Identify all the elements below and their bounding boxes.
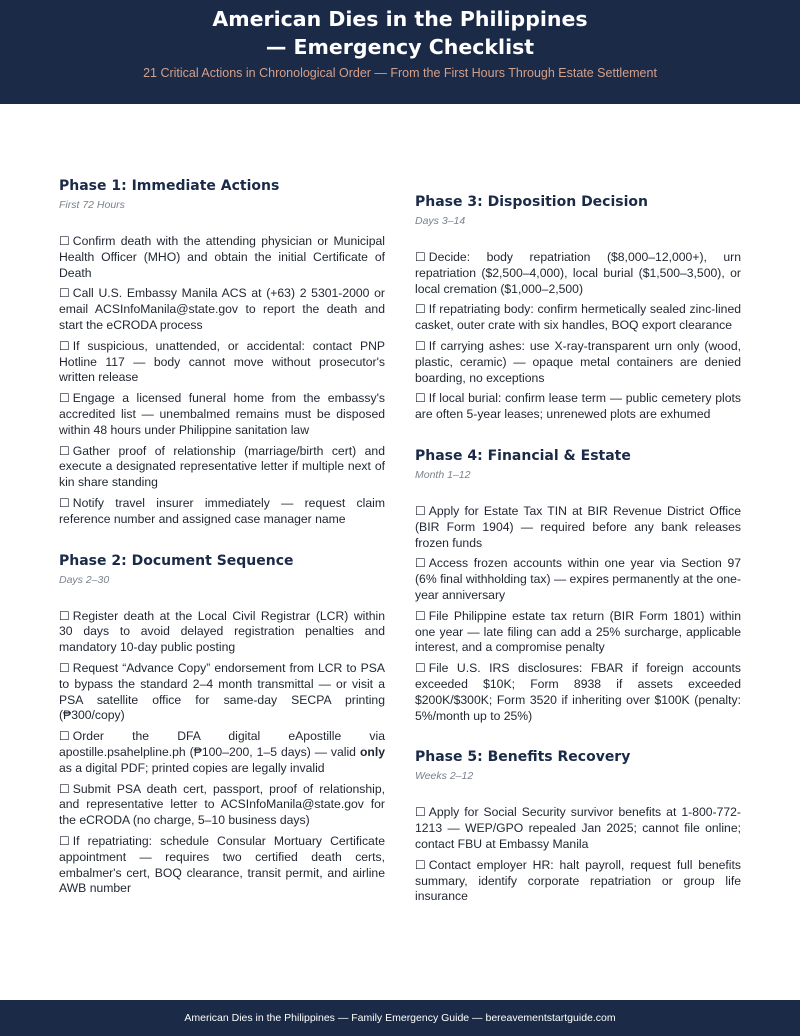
checkbox-icon[interactable]: ☐	[415, 661, 426, 676]
phase-5-section	[415, 748, 741, 905]
phase-title: Phase 3: Disposition Decision	[415, 194, 648, 210]
checklist-item[interactable]	[415, 339, 741, 386]
footer-text: American Dies in the Philippines — Family Emergency Guide — bereavementstartguide.com	[184, 1012, 616, 1024]
page-subtitle: 21 Critical Actions in Chronological Order — From the First Hours Through Estate Settlement	[143, 66, 657, 80]
checklist-item-text: Engage a licensed funeral home from the embassy's accredited list — unembalmed remains must be disposed within 48 hours under Philippine sanitation law	[59, 391, 385, 437]
phase-title: Phase 4: Financial & Estate	[415, 447, 631, 464]
checklist-item-text: Call U.S. Embassy Manila ACS at (+63) 2 5301-2000 or email ACSInfoManila@state.gov to report the death and start the eCRODA process	[59, 286, 385, 332]
checklist-item[interactable]	[415, 250, 741, 297]
phase-title: Phase 1: Immediate Actions	[59, 178, 280, 194]
page-footer	[0, 1000, 800, 1036]
checkbox-icon[interactable]: ☐	[415, 338, 426, 353]
checklist-item[interactable]	[415, 556, 741, 603]
checkbox-icon[interactable]: ☐	[59, 660, 70, 675]
checkbox-icon[interactable]: ☐	[415, 391, 426, 406]
checklist-item[interactable]	[59, 782, 385, 829]
phase-title: Phase 5: Benefits Recovery	[415, 749, 631, 766]
checklist-item-text: Request “Advance Copy” endorsement from LCR to PSA to bypass the standard 2–4 month transmittal — or visit a PSA satellite office for same-day SECPA printing (₱300/copy)	[59, 660, 385, 723]
checklist-item[interactable]	[59, 234, 385, 281]
checklist-item[interactable]	[59, 609, 385, 656]
checkbox-icon[interactable]: ☐	[415, 250, 426, 264]
checklist-item-text: If repatriating body: confirm hermetically sealed zinc-lined casket, outer crate with six handles, BOQ export clearance	[415, 302, 741, 333]
checkbox-icon[interactable]: ☐	[59, 729, 70, 744]
phase-timeframe: Weeks 2–12	[415, 770, 474, 783]
page-title	[0, 5, 800, 61]
checklist-item-text-after: as a digital PDF; printed copies are legally invalid	[59, 760, 325, 775]
checklist-item[interactable]	[415, 391, 741, 423]
checklist-item[interactable]	[415, 858, 741, 905]
checklist-item[interactable]	[415, 609, 741, 656]
checklist-item-text: Register death at the Local Civil Registrar (LCR) within 30 days to avoid delayed registration penalties and mandatory 10-day public posting	[59, 608, 385, 655]
checklist-item-text: If local burial: confirm lease term — public cemetery plots are often 5-year leases; unrenewed plots are exhumed	[415, 391, 741, 422]
checkbox-icon[interactable]: ☐	[59, 391, 70, 406]
checkbox-icon[interactable]: ☐	[59, 495, 70, 510]
title-line-2: — Emergency Checklist	[265, 35, 535, 59]
checklist-item[interactable]	[59, 339, 385, 386]
checkbox-icon[interactable]: ☐	[415, 805, 426, 820]
checklist-item[interactable]	[415, 504, 741, 551]
checkbox-icon[interactable]: ☐	[415, 857, 426, 872]
phase-timeframe: Month 1–12	[415, 468, 471, 481]
checklist-item-text: Submit PSA death cert, passport, proof of relationship, and representative letter to ACSInfoManila@state.gov for the eCRODA (no charge, 5–10 business days)	[59, 781, 385, 828]
checklist-item-text: Gather proof of relationship (marriage/birth cert) and execute a designated representative letter if multiple next of kin share standing	[59, 443, 385, 490]
checklist-item-text: Contact employer HR: halt payroll, request full benefits summary, identify corporate repatriation or group life insurance	[415, 857, 741, 904]
checklist-item[interactable]	[59, 444, 385, 491]
checkbox-icon[interactable]: ☐	[59, 286, 70, 301]
phase-timeframe: Days 3–14	[415, 215, 466, 227]
checklist-item-text: Access frozen accounts within one year via Section 97 (6% final withholding tax) — expires permanently at the one-year anniversary	[415, 556, 741, 602]
checkbox-icon[interactable]: ☐	[59, 608, 70, 623]
checkbox-icon[interactable]: ☐	[415, 608, 426, 623]
checklist-item-emphasis: only	[359, 744, 385, 759]
checklist-item-text: If repatriating: schedule Consular Mortuary Certificate appointment — requires two certified death certs, embalmer's cert, BOQ clearance, transit permit, and airline AWB number	[59, 833, 385, 896]
checklist-item[interactable]	[59, 391, 385, 438]
checklist-item[interactable]	[59, 286, 385, 333]
checklist-item-text: File U.S. IRS disclosures: FBAR if foreign accounts exceeded $10K; Form 8938 if assets exceeded $200K/$300K; Form 3520 if inheriting over $100K (penalty: 5%/month up to 25%)	[415, 661, 741, 723]
checklist-item[interactable]	[415, 805, 741, 852]
checkbox-icon[interactable]: ☐	[59, 338, 70, 353]
phase-1-section	[59, 177, 385, 528]
right-column	[415, 193, 741, 929]
checklist-item-text: Apply for Social Security survivor benefits at 1-800-772-1213 — WEP/GPO repealed Jan 2025; cannot file online; contact FBU at Embassy Manila	[415, 805, 741, 851]
phase-3-section	[415, 193, 741, 423]
checklist-item[interactable]	[415, 302, 741, 334]
checkbox-icon[interactable]: ☐	[415, 503, 426, 518]
checklist-item-text: If suspicious, unattended, or accidental: contact PNP Hotline 117 — body cannot move without prosecutor's written release	[59, 338, 385, 385]
phase-timeframe: Days 2–30	[59, 573, 110, 586]
phase-2-section	[59, 552, 385, 898]
checklist-item[interactable]	[59, 661, 385, 724]
phase-title: Phase 2: Document Sequence	[59, 552, 294, 569]
left-column	[59, 177, 385, 921]
checklist-item-text: File Philippine estate tax return (BIR Form 1801) within one year — late filing can add a 25% surcharge, applicable interest, and a compromise penalty	[415, 608, 741, 655]
checklist-item-text: Notify travel insurer immediately — request claim reference number and assigned case manager name	[59, 495, 385, 526]
checklist-item[interactable]	[59, 729, 385, 776]
title-line-1: American Dies in the Philippines	[212, 7, 588, 31]
checklist-item-text-before: Order the DFA digital eApostille via apostille.psahelpline.ph (₱100–200, 1–5 days) — valid	[59, 729, 385, 759]
checkbox-icon[interactable]: ☐	[59, 833, 70, 848]
checkbox-icon[interactable]: ☐	[59, 443, 70, 458]
checkbox-icon[interactable]: ☐	[415, 556, 426, 571]
page-header	[0, 0, 800, 104]
checklist-item-text: Apply for Estate Tax TIN at BIR Revenue District Office (BIR Form 1904) — required before any bank releases frozen funds	[415, 503, 741, 550]
checkbox-icon[interactable]: ☐	[415, 302, 426, 317]
checkbox-icon[interactable]: ☐	[59, 781, 70, 796]
checkbox-icon[interactable]: ☐	[59, 234, 70, 248]
checklist-item-text: If carrying ashes: use X-ray-transparent urn only (wood, plastic, ceramic) — opaque metal containers are denied boarding, no exceptions	[415, 338, 741, 385]
checklist-item-text: Confirm death with the attending physician or Municipal Health Officer (MHO) and obtain the initial Certificate of Death	[59, 234, 385, 280]
checklist-item[interactable]	[59, 496, 385, 528]
phase-timeframe: First 72 Hours	[59, 199, 125, 211]
checklist-item[interactable]	[415, 661, 741, 724]
checklist-item-text: Decide: body repatriation ($8,000–12,000+), urn repatriation ($2,500–4,000), local burial ($1,500–3,500), or local cremation ($1,000–2,500)	[415, 250, 741, 296]
checklist-item[interactable]	[59, 834, 385, 897]
phase-4-section	[415, 447, 741, 724]
